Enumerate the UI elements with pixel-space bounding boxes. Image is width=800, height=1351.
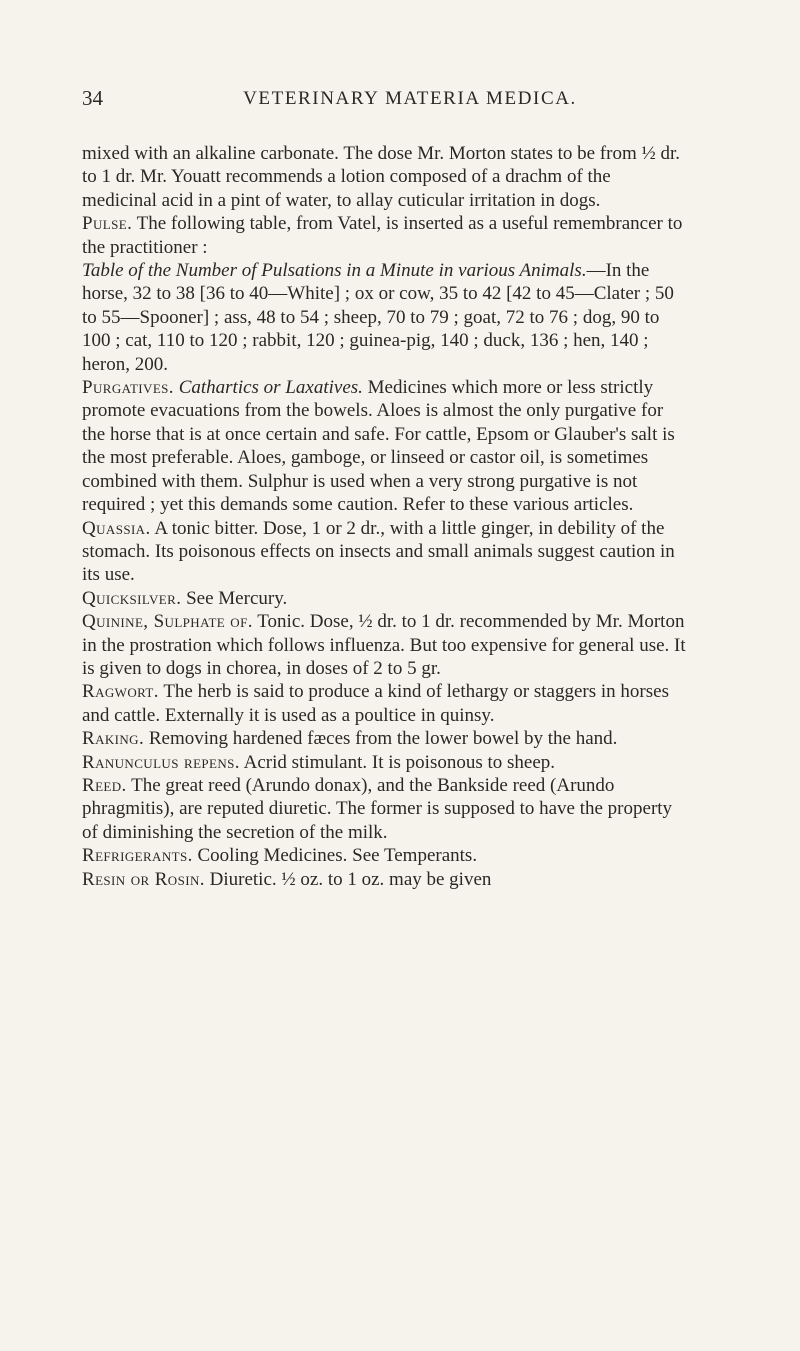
entry-reed bbox=[82, 774, 688, 844]
entry-head: Ranunculus repens. bbox=[82, 751, 240, 773]
entry-subhead: Cathartics or Laxatives. bbox=[178, 377, 363, 399]
entry-acid-continued bbox=[82, 142, 688, 212]
entry-text: See Mercury. bbox=[186, 587, 288, 609]
entry-quicksilver bbox=[82, 587, 688, 610]
body-text bbox=[82, 142, 688, 891]
entry-ragwort bbox=[82, 680, 688, 727]
entry-text: Medicines which more or less strictly promote evacuations from the bowels. Aloes is almost the only purgative for the horse that is at once certain and safe. For cattle, Epsom or Glauber's salt is the most preferable. Aloes, gamboge, or linseed or castor oil, is sometimes combined with them. Sulphur is used when a very strong purgative is not required ; yet this demands some caution. Refer to these various articles. bbox=[82, 377, 675, 516]
entry-purgatives bbox=[82, 376, 688, 516]
entry-head: Resin or Rosin. bbox=[82, 868, 205, 890]
entry-head: Quinine, Sulphate of. bbox=[82, 611, 253, 633]
entry-text: The herb is said to produce a kind of lethargy or staggers in horses and cattle. Externally it is used as a poultice in quinsy. bbox=[82, 681, 669, 726]
entry-head: Raking. bbox=[82, 728, 145, 750]
entry-head: Reed. bbox=[82, 774, 127, 796]
entry-quinine bbox=[82, 610, 688, 680]
entry-text: A tonic bitter. Dose, 1 or 2 dr., with a little ginger, in debility of the stomach. Its poisonous effects on insects and small animals suggest caution in its use. bbox=[82, 517, 675, 586]
entry-head: Quassia. bbox=[82, 517, 151, 539]
running-title: VETERINARY MATERIA MEDICA. bbox=[243, 88, 577, 109]
entry-text: Cooling Medicines. See Temperants. bbox=[197, 845, 478, 867]
entry-ranunculus bbox=[82, 751, 688, 774]
page-header bbox=[82, 86, 688, 112]
entry-head: Quicksilver. bbox=[82, 587, 182, 609]
entry-quassia bbox=[82, 517, 688, 587]
entry-head: Purgatives. bbox=[82, 377, 174, 399]
entry-text: Acrid stimulant. It is poisonous to sheep. bbox=[243, 751, 556, 773]
entry-text: —In the horse, 32 to 38 [36 to 40—White] ; ox or cow, 35 to 42 [42 to 45—Clater ; 50 to 55—Spooner] ; ass, 48 to 54 ; sheep, 70 to 79 ; goat, 72 to 76 ; dog, 90 to 100 ; cat, 110 to 120 ; rabbit, 120 ; guinea-pig, 140 ; duck, 136 ; hen, 140 ; heron, 200. bbox=[82, 260, 674, 375]
entry-resin bbox=[82, 868, 688, 891]
entry-text: Tonic. Dose, ½ dr. to 1 dr. recommended by Mr. Morton in the prostration which follows influenza. But too expensive for general use. It is given to dogs in chorea, in doses of 2 to 5 gr. bbox=[82, 611, 686, 679]
entry-text: The great reed (Arundo donax), and the Bankside reed (Arundo phragmitis), are reputed diuretic. The former is supposed to have the property of diminishing the secretion of the milk. bbox=[82, 774, 673, 843]
page-number: 34 bbox=[82, 86, 103, 110]
table-heading: Table of the Number of Pulsations in a Minute in various Animals. bbox=[82, 260, 587, 282]
entry-head: Ragwort. bbox=[82, 681, 159, 703]
entry-head: Pulse. bbox=[82, 213, 133, 235]
entry-raking bbox=[82, 727, 688, 750]
entry-text: mixed with an alkaline carbonate. The dose Mr. Morton states to be from ½ dr. to 1 dr. Mr. Youatt recommends a lotion composed of a drachm of the medicinal acid in a pint of water, to allay cuticular irritation in dogs. bbox=[82, 143, 681, 211]
entry-text: Removing hardened fæces from the lower bowel by the hand. bbox=[148, 728, 618, 750]
entry-text: The following table, from Vatel, is inserted as a useful remembrancer to the practitioner : bbox=[82, 213, 683, 258]
entry-head: Refrigerants. bbox=[82, 845, 193, 867]
entry-pulse-table bbox=[82, 259, 688, 376]
entry-refrigerants bbox=[82, 844, 688, 867]
entry-pulse bbox=[82, 212, 688, 259]
entry-text: Diuretic. ½ oz. to 1 oz. may be given bbox=[209, 868, 492, 890]
